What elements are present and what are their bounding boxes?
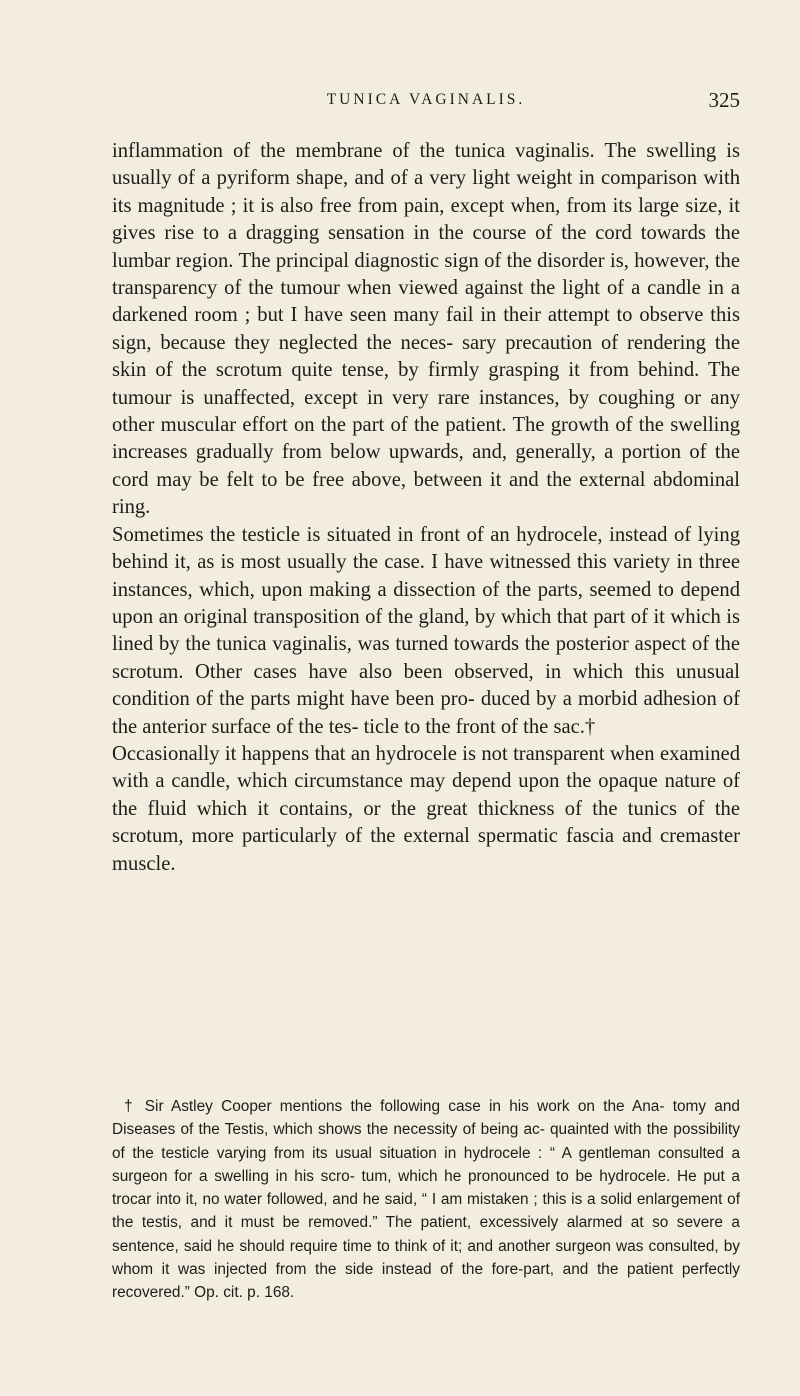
- paragraph-3: Occasionally it happens that an hydrocele is not transparent when examined with a candle, which circumstance may depend upon the opaque nature of the fluid which it contains, or the great thickness of the tunics of the scrotum, more particularly of the external spermatic fascia and cremaster muscle.: [112, 742, 740, 875]
- paragraph-2: Sometimes the testicle is situated in front of an hydrocele, instead of lying behind it, as is most usually the case. I have witnessed this variety in three instances, which, upon making a dissection of the parts, seemed to depend upon an original transposition of the gland, by which that part of it which is lined by the tunica vaginalis, was turned towards the posterior aspect of the scrotum. Other cases have also been observed, in which this unusual condition of the parts might have been pro- duced by a morbid adhesion of the anterior surface of the tes- ticle to the front of the sac.†: [112, 523, 740, 738]
- page-header: [112, 88, 740, 122]
- footnote: [112, 1095, 740, 1305]
- page-number: 325: [708, 88, 740, 112]
- running-title: TUNICA VAGINALIS.: [326, 91, 526, 108]
- paragraph-1: inflammation of the membrane of the tunica vaginalis. The swelling is usually of a pyriform shape, and of a very light weight in comparison with its magnitude ; it is also free from pain, except when, from its large size, it gives rise to a dragging sensation in the course of the cord towards the lumbar region. The principal diagnostic sign of the disorder is, however, the transparency of the tumour when viewed against the light of a candle in a darkened room ; but I have seen many fail in their attempt to observe this sign, because they neglected the neces- sary precaution of rendering the skin of the scrotum quite tense, by firmly grasping it from behind. The tumour is unaffected, except in very rare instances, by coughing or any other muscular effort on the part of the patient. The growth of the swelling increases gradually from below upwards, and, generally, a portion of the cord may be felt to be free above, between it and the external abdominal ring.: [112, 140, 740, 519]
- body-text: [112, 138, 740, 878]
- footnote-text: † Sir Astley Cooper mentions the following case in his work on the Ana- tomy and Diseases of the Testis, which shows the necessity of being ac- quainted with the possibility of the testicle varying from its usual situation in hydrocele : “ A gentleman consulted a surgeon for a swelling in his scro- tum, which he pronounced to be hydrocele. He put a trocar into it, no water followed, and he said, “ I am mistaken ; this is a solid enlargement of the testis, and it must be removed.” The patient, excessively alarmed at so severe a sentence, said he should require time to think of it; and another surgeon was consulted, by whom it was injected from the side instead of the fore-part, and the patient perfectly recovered.” Op. cit. p. 168.: [112, 1098, 740, 1302]
